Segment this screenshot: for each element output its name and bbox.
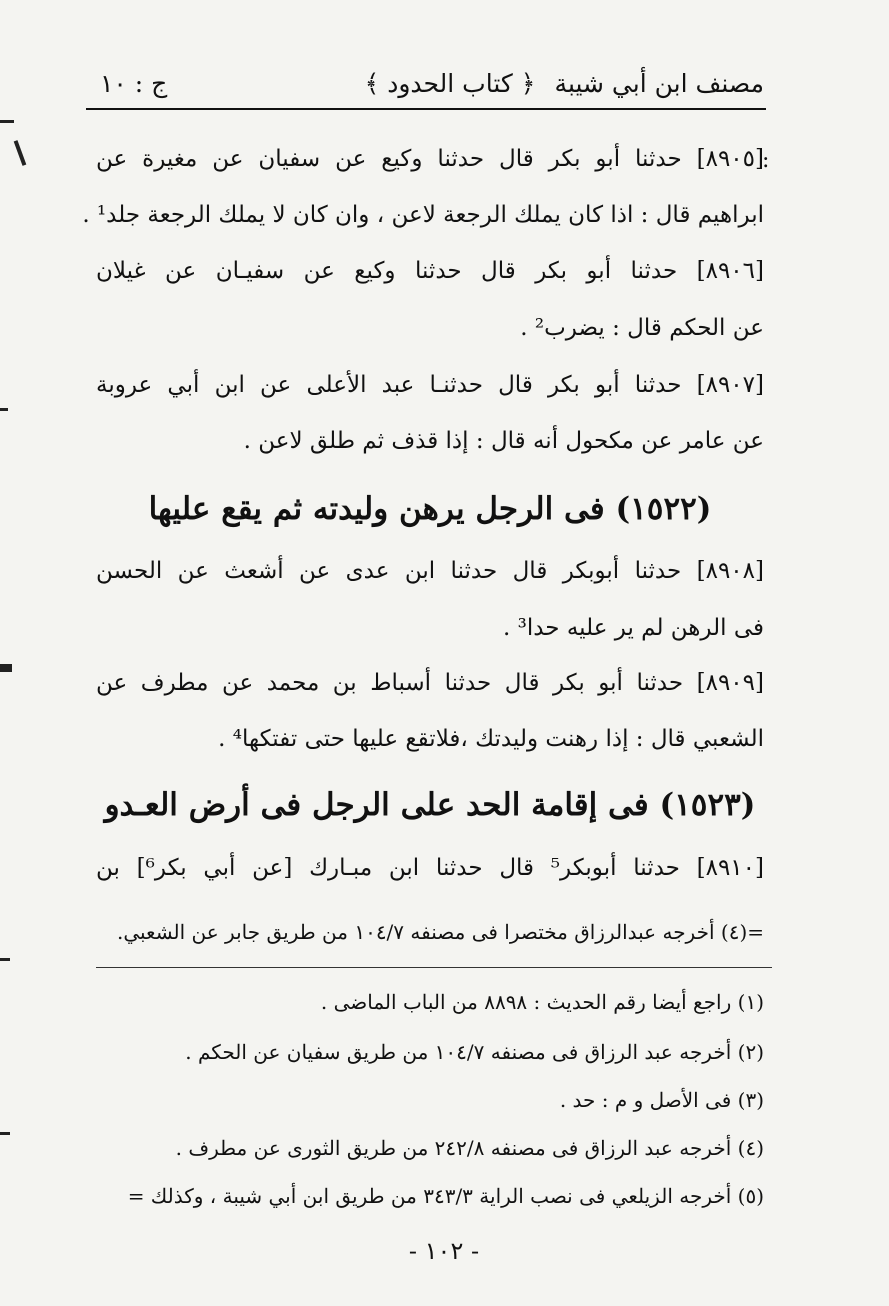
text-line: ابراهيم قال : اذا كان يملك الرجعة لاعن ، وان كان لا يملك الرجعة جلد¹ . [82,202,764,228]
page-number: - ١٠٢ - [408,1237,480,1265]
volume-number: ج : ١٠ [100,69,168,98]
text-line: [٨٩٠٦] حدثنا أبو بكر قال حدثنا وكيع عن سفيـان عن غيلان [96,258,764,284]
chapter-title: ﴿ كتاب الحدود ﴾ [364,69,536,98]
margin-mark: : [762,148,770,173]
scan-mark [0,958,10,961]
scan-mark [0,664,12,672]
text-line: [٨٩٠٩] حدثنا أبو بكر قال حدثنا أسباط بن محمد عن مطرف عن [96,670,764,696]
footnote: (٥) أخرجه الزيلعي فى نصب الراية ٣٤٣/٣ من طريق ابن أبي شيبة ، وكذلك = [127,1184,764,1208]
carryover-footnote: =(٤) أخرجه عبدالرزاق مختصرا فى مصنفه ١٠٤/٧ من طريق جابر عن الشعبي. [116,920,764,944]
footnote: (٤) أخرجه عبد الرزاق فى مصنفه ٢٤٢/٨ من طريق الثورى عن مطرف . [175,1136,764,1160]
footnote: (٢) أخرجه عبد الرزاق فى مصنفه ١٠٤/٧ من طريق سفيان عن الحكم . [185,1040,764,1064]
footnote-separator [96,967,772,968]
book-title: مصنف ابن أبي شيبة [554,69,764,98]
section-heading: (١٥٢٢) فى الرجل يرهن وليدته ثم يقع عليها [148,491,712,527]
scan-mark [0,120,14,123]
text-line: الشعبي قال : إذا رهنت وليدتك ،فلاتقع عليها حتى تفتكها⁴ . [218,726,764,752]
scan-mark [0,408,8,411]
footnote: (٣) فى الأصل و م : حد . [559,1088,764,1112]
text-line: [٨٩٠٧] حدثنا أبو بكر قال حدثنـا عبد الأعلى عن ابن أبي عروبة [96,372,764,398]
text-line: [٨٩١٠] حدثنا أبوبكر⁵ قال حدثنا ابن مبـارك [عن أبي بكر⁶] بن [96,855,764,881]
footnote: (١) راجع أيضا رقم الحديث : ٨٨٩٨ من الباب الماضى . [320,990,764,1014]
section-heading: (١٥٢٣) فى إقامة الحد على الرجل فى أرض العـدو [104,787,756,823]
scan-mark [0,1132,10,1135]
text-line: فى الرهن لم ير عليه حدا³ . [502,615,764,641]
text-line: عن الحكم قال : يضرب² . [520,315,764,341]
scan-mark [14,140,27,166]
text-line: [٨٩٠٥] حدثنا أبو بكر قال حدثنا وكيع عن سفيان عن مغيرة عن [96,146,764,172]
header-rule [86,108,766,110]
text-line: عن عامر عن مكحول أنه قال : إذا قذف ثم طلق لاعن . [243,428,764,454]
text-line: [٨٩٠٨] حدثنا أبوبكر قال حدثنا ابن عدى عن أشعث عن الحسن [96,558,764,584]
